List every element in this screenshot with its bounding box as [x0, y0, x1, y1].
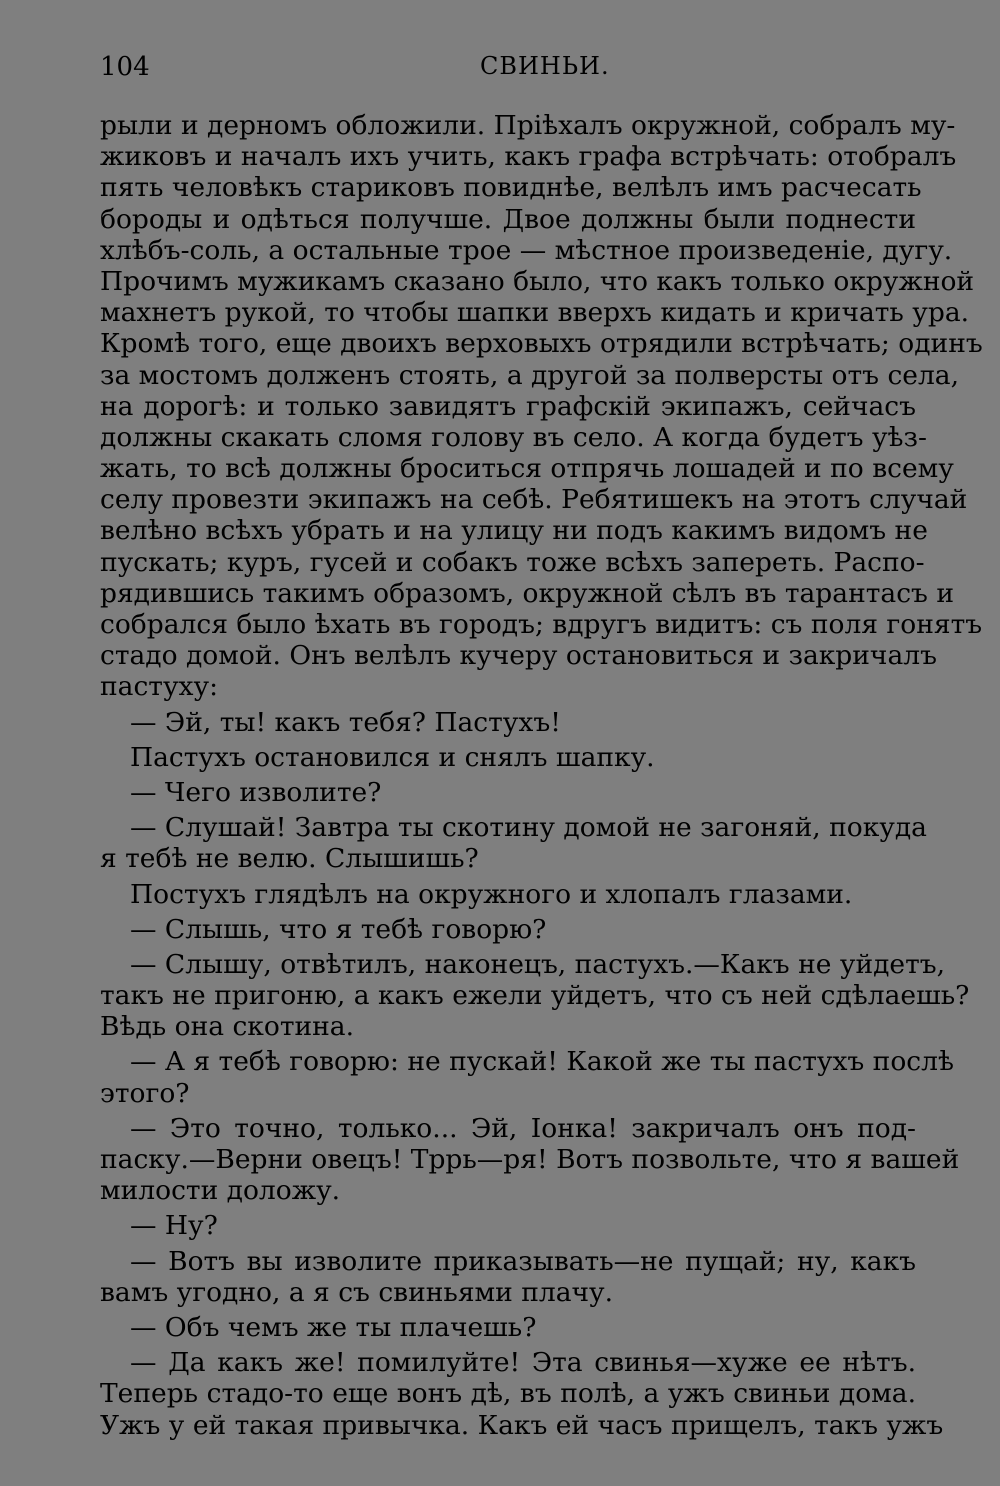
text-line: этого? — [100, 1077, 190, 1109]
text-line: такъ не пригоню, а какъ ежели уйдетъ, что съ ней сдѣлаешь? — [100, 980, 970, 1012]
text-line: махнетъ рукой, то чтобы шапки вверхъ кидать и кричать ура. — [100, 297, 970, 329]
text-line: Прочимъ мужикамъ сказано было, что какъ только окружной — [100, 265, 975, 297]
text-line: — А я тебѣ говорю: не пускай! Какой же ты пастухъ послѣ — [130, 1046, 954, 1078]
text-line: пастуху: — [100, 671, 219, 703]
text-body — [100, 110, 983, 1441]
text-line: Вѣдь она скотина. — [100, 1011, 355, 1043]
page-number: 104 — [100, 52, 150, 82]
text-line: паску.—Верни овецъ! Тррь—ря! Вотъ позвольте, что я вашей — [100, 1144, 960, 1175]
text-line: пять человѣкъ стариковъ повиднѣе, велѣлъ имъ расчесать — [100, 172, 922, 204]
text-line: рядившись такимъ образомъ, окружной сѣлъ въ тарантасъ и — [100, 577, 954, 609]
running-title: СВИНЬИ. — [480, 52, 610, 80]
text-line: — Вотъ вы изволите приказывать—не пущай; ну, какъ — [130, 1245, 916, 1277]
text-line: за мостомъ долженъ стоять, а другой за полверсты отъ села, — [100, 359, 960, 391]
text-line: милости доложу. — [100, 1175, 341, 1207]
text-line: — Эй, ты! какъ тебя? Пастухъ! — [130, 706, 561, 738]
text-line: — Объ чемъ же ты плачешь? — [130, 1311, 537, 1343]
text-line: — Чего изволите? — [130, 776, 382, 808]
text-line: на дорогѣ: и только завидятъ графскій экипажъ, сейчасъ — [100, 390, 916, 422]
text-line: Кромѣ того, еще двоихъ верховыхъ отрядили встрѣчать; одинъ — [100, 328, 983, 360]
text-line: должны скакать сломя голову въ село. А когда будетъ уѣз- — [100, 421, 927, 453]
text-line: Пастухъ остановился и снялъ шапку. — [130, 741, 655, 773]
text-line: селу провезти экипажъ на себѣ. Ребятишекъ на этотъ случай — [100, 484, 968, 516]
page-header — [100, 52, 916, 88]
text-line: я тебѣ не велю. Слышишь? — [100, 843, 479, 875]
text-line: жиковъ и началъ ихъ учить, какъ графа встрѣчать: отобралъ — [100, 141, 957, 173]
text-line: — Слышь, что я тебѣ говорю? — [130, 913, 547, 945]
text-line: Постухъ глядѣлъ на окружного и хлопалъ глазами. — [130, 878, 853, 910]
text-line: вамъ угодно, а я съ свиньями плачу. — [100, 1276, 614, 1308]
text-line: — Это точно, только... Эй, Іонка! закричалъ онъ под- — [130, 1112, 916, 1144]
text-line: — Ну? — [130, 1210, 218, 1242]
text-line: — Да какъ же! помилуйте! Эта свинья—хуже ее нѣтъ. — [130, 1347, 916, 1379]
text-line: Ужъ у ей такая привычка. Какъ ей часъ прищелъ, такъ ужъ — [100, 1409, 944, 1441]
text-line: жать, то всѣ должны броситься отпрячь лошадей и по всему — [100, 453, 954, 485]
text-line: бороды и одѣться получше. Двое должны были поднести — [100, 203, 916, 235]
text-line: — Слышу, отвѣтилъ, наконецъ, пастухъ.—Какъ не уйдетъ, — [130, 948, 946, 980]
text-line: собрался было ѣхать въ городъ; вдругъ видитъ: съ поля гонятъ — [100, 609, 983, 640]
text-line: велѣно всѣхъ убрать и на улицу ни подъ какимъ видомъ не — [100, 515, 928, 547]
text-line: Теперь стадо-то еще вонъ дѣ, въ полѣ, а ужъ свиньи дома. — [100, 1378, 916, 1410]
text-line: — Слушай! Завтра ты скотину домой не загоняй, покуда — [130, 812, 927, 844]
text-line: стадо домой. Онъ велѣлъ кучеру остановиться и закричалъ — [100, 640, 937, 672]
text-line: пускать; куръ, гусей и собакъ тоже всѣхъ запереть. Распо- — [100, 546, 925, 578]
text-line: рыли и дерномъ обложили. Пріѣхалъ окружной, собралъ му- — [100, 110, 956, 141]
text-line: хлѣбъ-соль, а остальные трое — мѣстное произведеніе, дугу. — [100, 234, 953, 266]
